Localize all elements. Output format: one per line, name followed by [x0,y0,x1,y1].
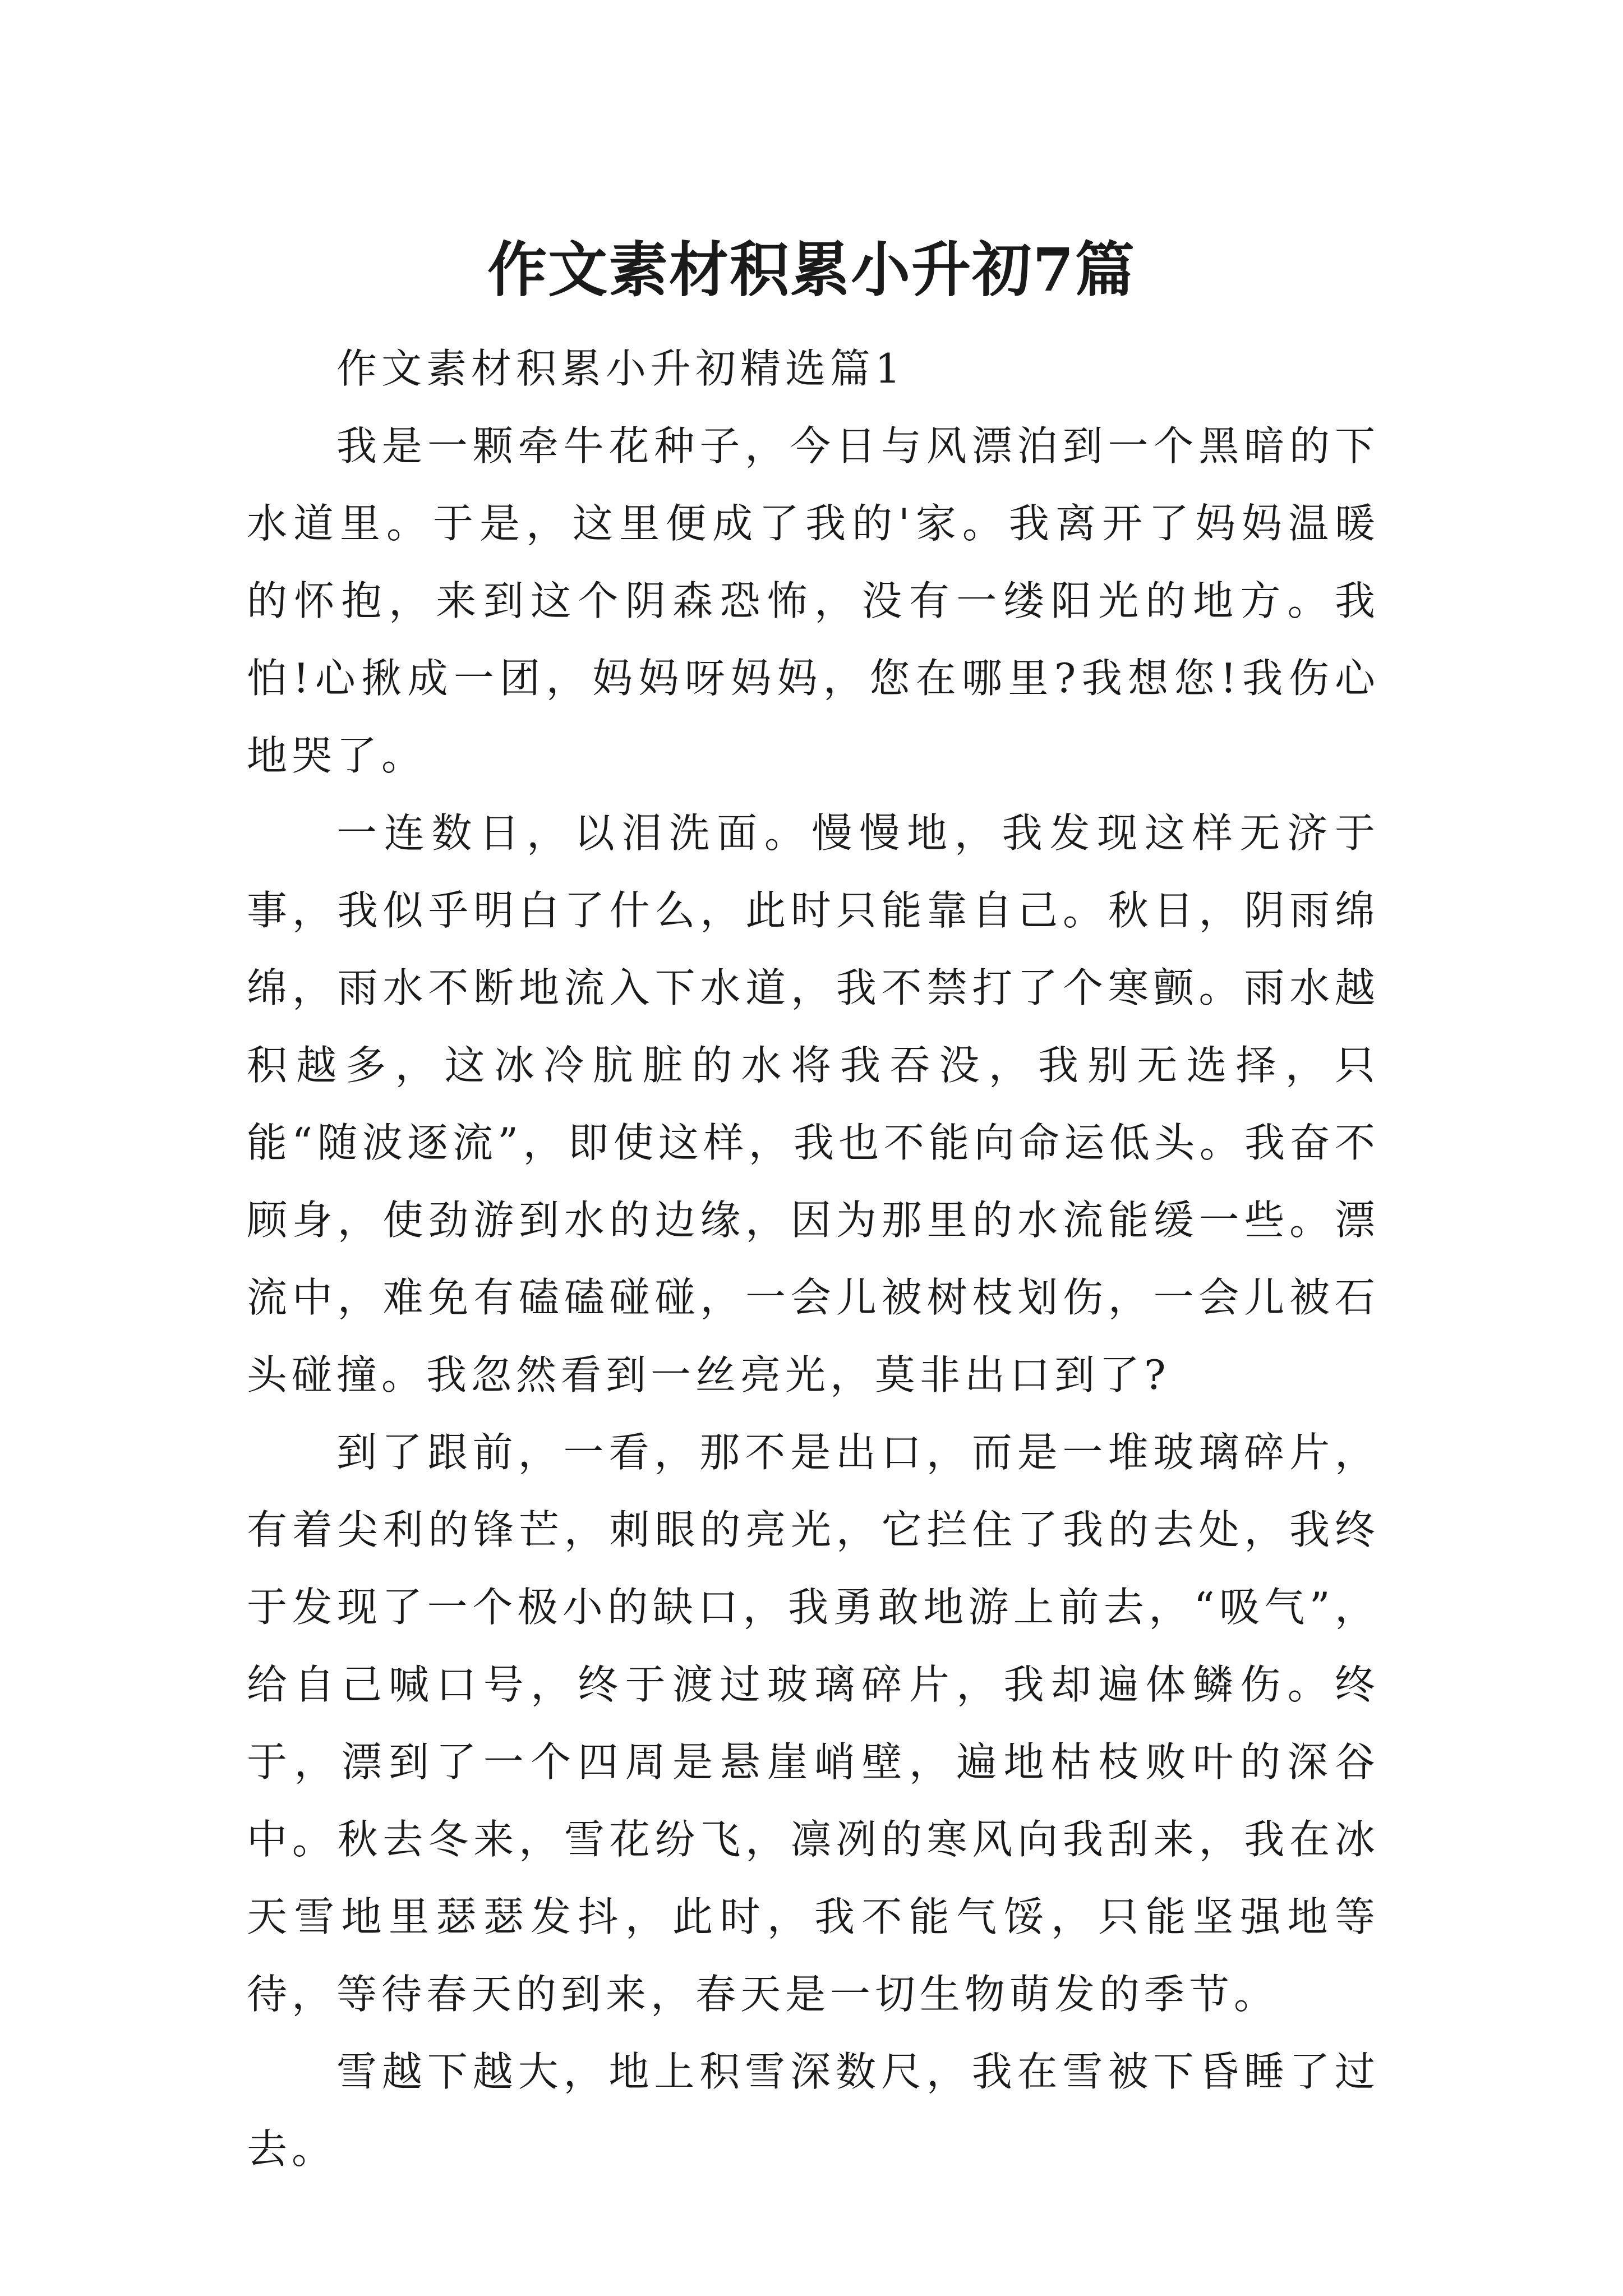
paragraph: 一连数日，以泪洗面。慢慢地，我发现这样无济于事，我似乎明白了什么，此时只能靠自己。秋日，阴雨绵绵，雨水不断地流入下水道，我不禁打了个寒颤。雨水越积越多，这冰冷肮脏的水将我吞没，我别无选择，只能“随波逐流”，即使这样，我也不能向命运低头。我奋不顾身，使劲游到水的边缘，因为那里的水流能缓一些。漂流中，难免有磕磕碰碰，一会儿被树枝划伤，一会儿被石头碰撞。我忽然看到一丝亮光，莫非出口到了? [247,809,1380,1398]
paragraph-heading: 作文素材积累小升初精选篇1 [336,345,905,392]
paragraph: 到了跟前，一看，那不是出口，而是一堆玻璃碎片，有着尖利的锋芒，刺眼的亮光，它拦住了我的去处，我终于发现了一个极小的缺口，我勇敢地游上前去，“吸气”，给自己喊口号，终于渡过玻璃碎片，我却遍体鳞伤。终于，漂到了一个四周是悬崖峭壁，遍地枯枝败叶的深谷中。秋去冬来，雪花纷飞，凛冽的寒风向我刮来，我在冰天雪地里瑟瑟发抖，此时，我不能气馁，只能坚强地等待，等待春天的到来，春天是一切生物萌发的季节。 [247,1429,1380,2018]
paragraph: 雪越下越大，地上积雪深数尺，我在雪被下昏睡了过去。 [247,2048,1380,2173]
document-title: 作文素材积累小升初7篇 [487,234,1136,305]
paragraph: 我是一颗牵牛花种子，今日与风漂泊到一个黑暗的下水道里。于是，这里便成了我的'家。我离开了妈妈温暖的怀抱，来到这个阴森恐怖，没有一缕阳光的地方。我怕!心揪成一团，妈妈呀妈妈，您在哪里?我想您!我伤心地哭了。 [247,422,1380,779]
document-body [247,330,1380,2188]
